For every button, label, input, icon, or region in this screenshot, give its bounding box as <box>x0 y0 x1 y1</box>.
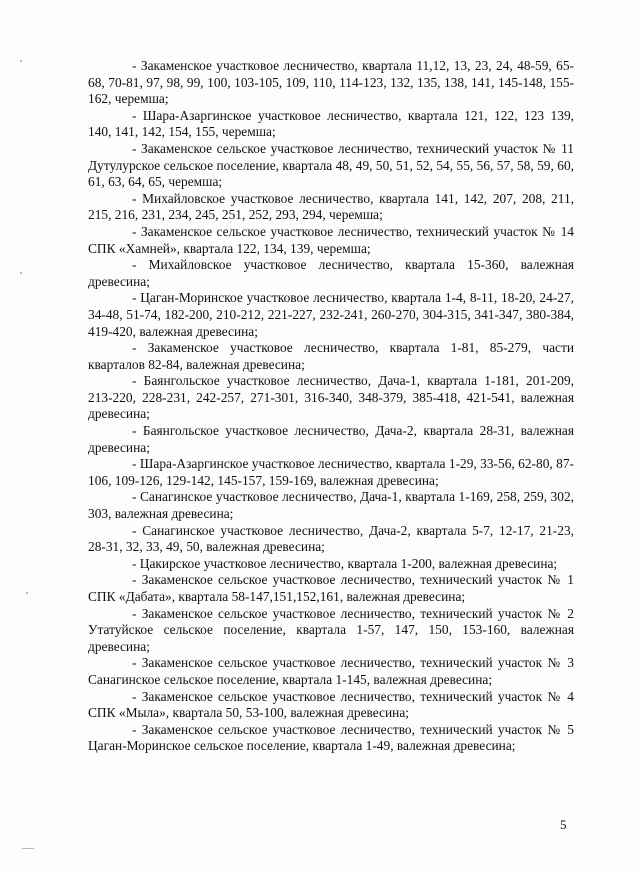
scan-mark <box>20 60 22 62</box>
paragraph: - Цакирское участковое лесничество, квартала 1-200, валежная древесина; <box>132 555 558 571</box>
paragraph: - Закаменское сельское участковое лесничество, технический участок № 3 Санагинское сельское поселение, квартала 1-145, валежная древесина; <box>88 655 574 687</box>
paragraph: - Закаменское сельское участковое лесничество, технический участок № 11 Дутулурское сельское поселение, квартала 48, 49, 50, 51, 52, 54, 55, 56, 57, 58, 59, 60, 61, 63, 64, 65, черемша; <box>88 140 574 190</box>
paragraph: - Цаган-Моринское участковое лесничество, квартала 1-4, 8-11, 18-20, 24-27, 34-48, 51-74, 182-200, 210-212, 221-227, 232-241, 260-270, 304-315, 341-347, 380-384, 419-420, валежная древесина; <box>88 290 574 339</box>
paragraph: - Санагинское участковое лесничество, Дача-1, квартала 1-169, 258, 259, 302, 303, валежная древесина; <box>88 489 574 522</box>
paragraph: - Закаменское сельское участковое лесничество, технический участок № 1 СПК «Дабата», квартала 58-147,151,152,161, валежная древесина; <box>88 572 574 604</box>
paragraph: - Закаменское участковое лесничество, квартала 1-81, 85-279, части кварталов 82-84, валежная древесина; <box>88 340 574 372</box>
paragraph: - Закаменское сельское участковое лесничество, технический участок № 14 СПК «Хамней», квартала 122, 134, 139, черемша; <box>88 223 574 256</box>
paragraph: - Закаменское сельское участковое лесничество, технический участок № 4 СПК «Мыла», квартала 50, 53-100, валежная древесина; <box>88 688 574 721</box>
document-body <box>88 58 574 755</box>
paragraph: - Закаменское участковое лесничество, квартала 11,12, 13, 23, 24, 48-59, 65-68, 70-81, 97, 98, 99, 100, 103-105, 109, 110, 114-123, 132, 135, 138, 141, 145-148, 155-162, черемша; <box>88 58 574 107</box>
paragraph: - Михайловское участковое лесничество, квартала 141, 142, 207, 208, 211, 215, 216, 231, 234, 245, 251, 252, 293, 294, черемша; <box>88 190 574 223</box>
paragraph: - Шара-Азаргинское участковое лесничество, квартала 121, 122, 123 139, 140, 141, 142, 154, 155, черемша; <box>88 107 574 140</box>
paragraph: - Баянгольское участковое лесничество, Дача-2, квартала 28-31, валежная древесина; <box>88 423 574 455</box>
page-number: 5 <box>560 817 567 832</box>
scan-mark <box>26 592 28 594</box>
paragraph: - Закаменское сельское участковое лесничество, технический участок № 5 Цаган-Моринское сельское поселение, квартала 1-49, валежная древесина; <box>88 721 574 754</box>
paragraph: - Закаменское сельское участковое лесничество, технический участок № 2 Утатуйское сельское поселение, квартала 1-57, 147, 150, 153-160, валежная древесина; <box>88 605 574 654</box>
paragraph: - Баянгольское участковое лесничество, Дача-1, квартала 1-181, 201-209, 213-220, 228-231, 242-257, 271-301, 316-340, 348-379, 385-418, 421-541, валежная древесина; <box>88 373 574 422</box>
scan-mark <box>22 848 34 849</box>
paragraph: - Санагинское участковое лесничество, Дача-2, квартала 5-7, 12-17, 21-23, 28-31, 32, 33, 49, 50, валежная древесина; <box>88 522 574 555</box>
paragraph: - Шара-Азаргинское участковое лесничество, квартала 1-29, 33-56, 62-80, 87-106, 109-126, 129-142, 145-157, 159-169, валежная древесина; <box>88 456 574 488</box>
scan-mark <box>20 272 22 274</box>
paragraph: - Михайловское участковое лесничество, квартала 15-360, валежная древесина; <box>88 257 574 289</box>
